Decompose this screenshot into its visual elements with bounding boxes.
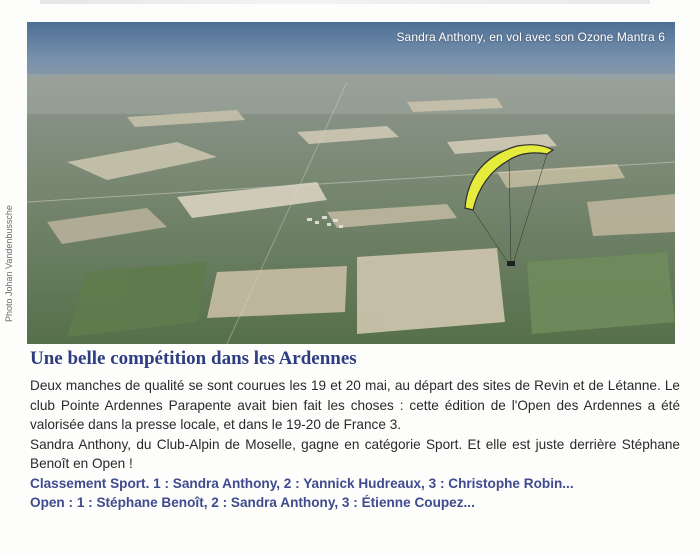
results-open [30,493,680,513]
article-body [30,376,680,513]
photo-caption: Sandra Anthony, en vol avec son Ozone Mantra 6 [396,30,665,44]
results-label: Classement Sport. [30,475,150,491]
paragraph: Sandra Anthony, du Club-Alpin de Moselle, gagne en catégorie Sport. Et elle est juste derrière Stéphane Benoît en Open ! [30,436,680,471]
aerial-landscape-image [27,22,675,344]
results-value: 1 : Stéphane Benoît, 2 : Sandra Anthony, 3 : Étienne Coupez... [76,495,475,510]
results-label: Open : [30,495,74,510]
results-value: 1 : Sandra Anthony, 2 : Yannick Hudreaux, 3 : Christophe Robin... [153,475,574,491]
paragraph: Deux manches de qualité se sont courues les 19 et 20 mai, au départ des sites de Revin et de Létanne. Le club Pointe Ardennes Parapente avait bien fait les choses : cette édition de l'Open des Ardennes a été valorisée dans la presse locale, et dans le 19-20 de France 3. [30,378,680,432]
aerial-photo [27,22,675,344]
results-sport [30,474,680,494]
top-edge [40,0,650,4]
article-headline: Une belle compétition dans les Ardennes [30,348,357,369]
photo-credit: Photo Johan Vandenbussche [4,205,14,322]
